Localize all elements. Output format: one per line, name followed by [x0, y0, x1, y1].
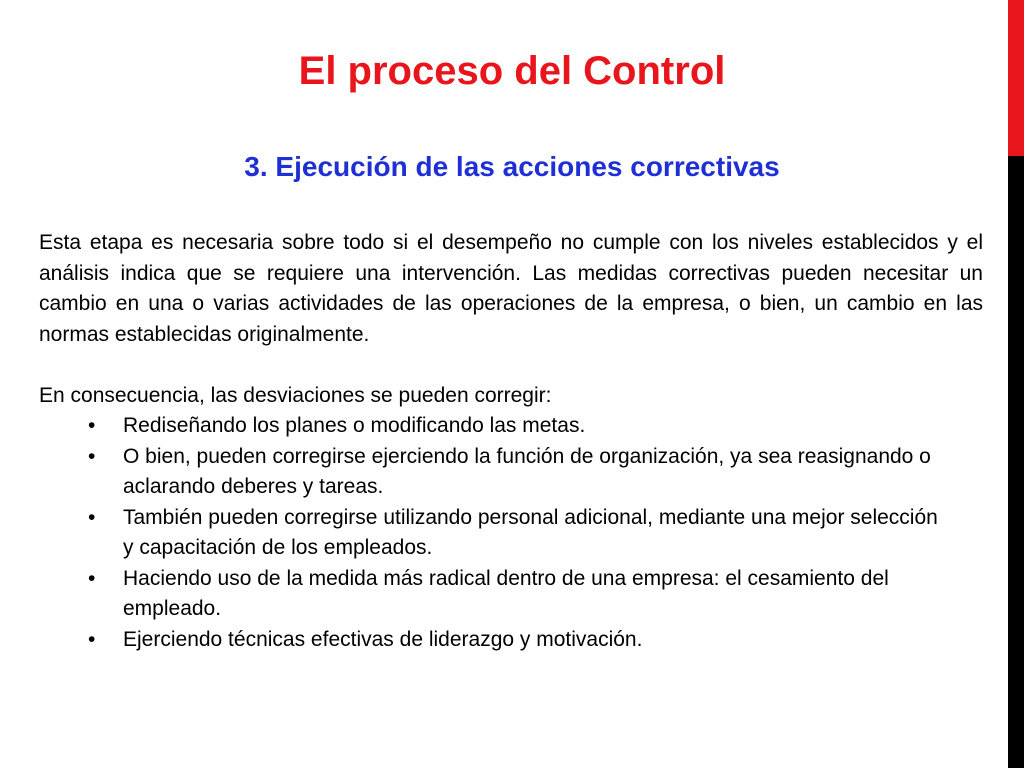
bullet-text: Rediseñando los planes o modificando las metas. [123, 414, 586, 437]
bullet-icon: • [88, 444, 96, 468]
side-accent-bar [1008, 0, 1024, 768]
bullet-text: Ejerciendo técnicas efectivas de liderazgo y motivación. [123, 627, 643, 651]
bullet-item [39, 411, 983, 442]
list-intro: En consecuencia, las desviaciones se pueden corregir: [39, 383, 552, 407]
bullet-text: También pueden corregirse utilizando personal adicional, mediante una mejor selección y capacitación de los empleados. [123, 505, 938, 559]
side-bar-black-segment [1008, 156, 1024, 768]
bullet-text: O bien, pueden corregirse ejerciendo la función de organización, ya sea reasignando o aclarando deberes y tareas. [123, 444, 931, 498]
slide-body [39, 228, 983, 655]
bullet-item [39, 625, 983, 656]
bullet-item [39, 503, 983, 564]
bullet-icon: • [88, 627, 96, 651]
bullet-icon: • [88, 414, 96, 437]
bullet-item [39, 442, 983, 503]
bullet-list [39, 411, 983, 655]
bullet-text: Haciendo uso de la medida más radical dentro de una empresa: el cesamiento del empleado. [123, 566, 889, 620]
body-paragraph: Esta etapa es necesaria sobre todo si el desempeño no cumple con los niveles establecidos y el análisis indica que se requiere una intervención. Las medidas correctivas pueden necesitar un cambio en una o varias actividades de las operaciones de la empresa, o bien, un cambio en las normas establecidas originalmente. [39, 231, 983, 346]
slide-subtitle: 3. Ejecución de las acciones correctivas [244, 151, 780, 182]
bullet-icon: • [88, 505, 96, 529]
bullet-item [39, 564, 983, 625]
bullet-icon: • [88, 566, 96, 590]
side-bar-red-segment [1008, 0, 1024, 156]
paragraph-spacer [39, 350, 983, 381]
slide-title: El proceso del Control [298, 49, 726, 93]
